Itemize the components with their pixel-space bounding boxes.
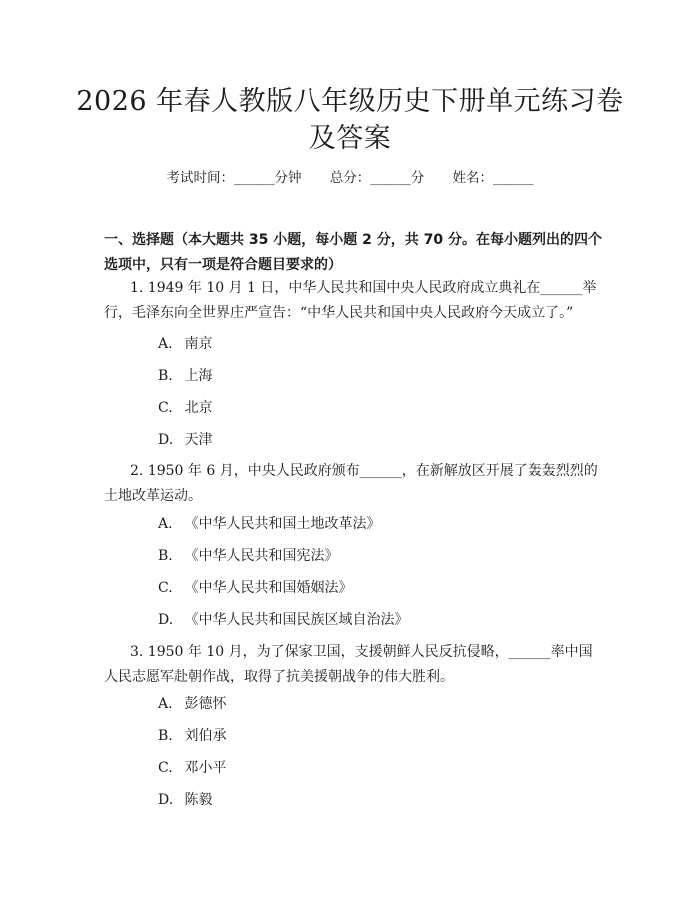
exam-meta <box>0 168 700 188</box>
option-letter: D. <box>158 432 174 448</box>
question-1-option-d <box>158 430 212 450</box>
option-letter: B. <box>158 368 173 384</box>
question-3-option-d <box>158 790 212 810</box>
option-letter: C. <box>158 400 173 416</box>
page-title-line2: 及答案 <box>308 123 392 154</box>
question-1-stem: 1. 1949 年 10 月 1 日，中华人民共和国中央人民政府成立典礼在______举行，毛泽东向全世界庄严宣告：“中华人民共和国中央人民政府今天成立了。” <box>104 280 597 321</box>
page-title-line1: 2026 年春人教版八年级历史下册单元练习卷 <box>76 86 624 117</box>
exam-score-field: 总分：______分 <box>329 170 425 186</box>
exam-time-field: 考试时间：______分钟 <box>166 170 302 186</box>
option-text: 北京 <box>184 400 213 416</box>
option-text: 天津 <box>184 432 213 448</box>
option-text: 上海 <box>184 368 213 384</box>
student-name-field: 姓名：______ <box>452 170 534 186</box>
question-1-option-c <box>158 398 212 418</box>
question-2-option-a <box>158 514 380 534</box>
option-letter: B. <box>158 728 173 744</box>
question-2-option-d <box>158 610 408 630</box>
option-letter: D. <box>158 792 174 808</box>
option-letter: D. <box>158 612 174 628</box>
question-2-option-b <box>158 546 338 566</box>
question-3-option-a <box>158 694 226 714</box>
option-letter: A. <box>158 336 173 352</box>
option-text: 《中华人民共和国土地改革法》 <box>184 516 381 532</box>
section-heading: 一、选择题（本大题共 35 小题，每小题 2 分，共 70 分。在每小题列出的四个选项中，只有一项是符合题目要求的） <box>104 232 602 273</box>
option-letter: B. <box>158 548 173 564</box>
option-text: 南京 <box>184 336 213 352</box>
option-text: 《中华人民共和国婚姻法》 <box>184 580 353 596</box>
question-3-stem: 3. 1950 年 10 月，为了保家卫国，支援朝鲜人民反抗侵略，______率中国人民志愿军赴朝作战，取得了抗美援朝战争的伟大胜利。 <box>104 644 593 685</box>
question-1-option-b <box>158 366 212 386</box>
option-letter: A. <box>158 516 173 532</box>
option-text: 《中华人民共和国宪法》 <box>184 548 339 564</box>
question-2-option-c <box>158 578 352 598</box>
option-text: 彭德怀 <box>184 696 227 712</box>
question-3-option-c <box>158 758 226 778</box>
option-text: 刘伯承 <box>184 728 227 744</box>
option-text: 《中华人民共和国民族区域自治法》 <box>184 612 409 628</box>
option-text: 陈毅 <box>184 792 213 808</box>
option-text: 邓小平 <box>184 760 227 776</box>
option-letter: A. <box>158 696 173 712</box>
question-1-option-a <box>158 334 212 354</box>
option-letter: C. <box>158 580 173 596</box>
question-3-option-b <box>158 726 226 746</box>
option-letter: C. <box>158 760 173 776</box>
question-2-stem: 2. 1950 年 6 月，中央人民政府颁布______，在新解放区开展了轰轰烈烈的土地改革运动。 <box>104 463 598 504</box>
